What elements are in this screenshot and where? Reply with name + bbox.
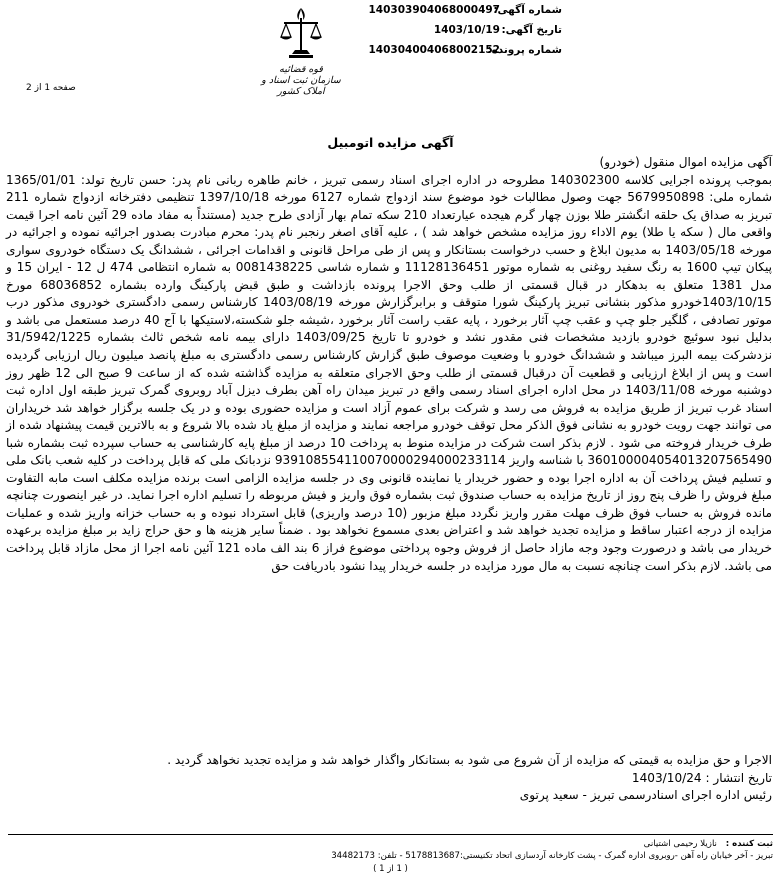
notice-date: 1403/10/19: [433, 24, 500, 36]
judiciary-emblem: [256, 4, 346, 104]
page-number: صفحه 1 از 2: [26, 83, 76, 93]
publication-date-line: [6, 770, 772, 788]
org-name-line2: سازمان ثبت اسناد و املاک کشور: [261, 75, 341, 97]
document-body: [6, 154, 772, 575]
document-title: آگهی مزایده اتومبیل: [327, 135, 454, 150]
notice-date-row: [382, 20, 562, 40]
notice-number-row: [368, 0, 562, 20]
notice-number: 140303904068000497: [368, 4, 500, 16]
org-name-line1: قوه قضائیه: [279, 64, 323, 75]
scales-of-justice-icon: [278, 4, 324, 64]
footer-page-count: ( 1 از 1 ): [373, 864, 408, 874]
footer-address: تبریز - آخر خیابان راه آهن -روبروی اداره گمرک - پشت کارخانه آردسازی اتحاد تکنیستی:5178813687 - تلفن: 34482173: [331, 851, 773, 861]
registrar-label: ثبت کننده :: [725, 839, 773, 849]
file-number-row: [368, 40, 562, 60]
notice-date-label: تاریخ آگهی:: [501, 24, 562, 36]
closing-paragraph: الاجرا و حق مزایده به قیمتی که مزایده از آن شروع می شود به بستانکار واگذار خواهد شد و مزایده تجدید نخواهد گردید .: [167, 753, 772, 767]
file-number-label: شماره پرونده:: [487, 44, 562, 56]
registrar-name: نازیلا رحیمی اشتیانی: [643, 839, 717, 849]
body-paragraph: بموجب پرونده اجرایی کلاسه 140302300 مطروحه در اداره اجرای اسناد رسمی تبریز ، خانم طاهره ربانی نام پدر: حسن تاریخ تولد: 1365/01/01 شماره ملی: 5679950898 جهت وصول مطالبات خود موضوع سند ازدواج شماره 6127 مورخه 1397/10/18 تنظیمی دفترخانه ازدواج شماره 211 تبریز به صداق یک حلقه انگشتر طلا بوزن چهار گرم هیجده عیارتعداد 210 سکه تمام بهار آزادی طرح جدید (مستنداً به مفاد ماده 29 آئین نامه اجرا قیمت واقعی مال ( سکه یا طلا) یوم الاداء روز مزایده مشخص خواهد شد ) ، علیه آقای اصغر رنجبر نام پدر: محرم مبادرت بصدور اجرائیه نموده و اجرائیه در مورخه 1403/05/18 به مدیون ابلاغ و حسب درخواست بستانکار و پس از طی مراحل قانونی و اقدامات اجرائی ، ششدانگ یک دستگاه خودروی سواری پیکان تیپ 1600 به رنگ سفید روغنی به شماره موتور 11128136451 و شماره شاسی 0081438225 به شماره انتظامی 474 ل 12 - ایران 15 و مدل 1381 متعلق به بدهکار در قبال قسمتی از طلب وحق الاجرا پرونده بازداشت و طبق قبض پارکینگ وارده بشماره 68036852 مورخ 1403/10/15خودرو مذکور بنشانی تبریز پارکینگ شورا متوقف و برابرگزارش مورخه 1403/08/19 کارشناس رسمی دادگستری خودروی مذکور درب موتور تصادفی ، گلگیر جلو چپ و عقب چپ آثار برخورد ، پایه عقب راست آثار برخورد ،شیشه جلو شکسته،لاستیکها با آج 40 درصد مستعمل می باشد و بدلیل نبود سوئیچ خودرو بازدید مشخصات فنی مقدور نشد و خودرو تا تاریخ 1403/09/25 دارای بیمه نامه شخص ثالث بشماره 31/5942/1225 نزدشرکت بیمه البرز میباشد و ششدانگ خودرو با وضعیت موصوف طبق گزارش کارشناس رسمی دادگستری به مبلغ پانصد میلیون ریال ارزیابی گردیده است و پس از ابلاغ ارزیابی و قطعیت آن درقبال قسمتی از طلب وحق الاجرای متعلقه به مزایده گذاشته شده که از ساعت 9 صبح الی 12 ظهر روز دوشنبه مورخه 1403/11/08 در محل اداره اجرای اسناد رسمی واقع در تبریز میدان راه آهن بطرف دیزل آباد روبروی گمرک تبریز طبقه اول اداره ثبت اسناد غرب تبریز از طریق مزایده به فروش می رسد و شرکت برای عموم آزاد است و مزایده حضوری بوده و در یک جلسه برگزار خواهد شد خریداران می توانند جهت رویت خودرو به نشانی فوق الذکر محل توقف خودرو مراجعه نمایند و مزایده از مبلغ یاد شده بالا شروع و به بالاترین قیمت پیشنهاد شده از طرف خریدار فروخته می شود . لازم بذکر است شرکت در مزایده منوط به پرداخت 10 درصد از مبلغ پایه کارشناسی به حساب سپرده ثبت بشماره شبا 360100004054013207565490 با شناسه واریز 939108554110070000294000233114 نزدبانک ملی که قابل پرداخت در کلیه شعب بانک ملی و تسلیم فیش پرداخت آن به اداره اجرا بوده و حضور خریدار یا نماینده قانونی وی در جلسه مزایده الزامی است برنده مزایده مکلف است مابه التفاوت مبلغ فروش را ظرف پنج روز از تاریخ مزایده به حساب صندوق ثبت بشماره فوق واریز و فیش مربوطه را تسلیم اداره اجرا نماید. در غیر اینصورت چنانچه مانده فروش به حساب فوق ظرف مهلت مقرر واریز نگردد مبلغ مزبور (10 درصد واریزی) قابل استرداد نبوده و به حساب خزانه واریز شده و عملیات مزایده از درجه اعتبار ساقط و مزایده تجدید خواهد شد و اعتراض بعدی مسموع نخواهد بود . ضمناً سایر هزینه ها و حق حراج زاید بر مبلغ مزایده برعهده خریدار می باشد و درصورت وجود وجه مازاد حاصل از فروش وجوه پرداختی موضوع فراز 6 بند الف ماده 121 آئین نامه اجرا از محل مازاد قابل پرداخت می باشد. لازم بذکر است چنانچه نسبت به مال مورد مزایده در جلسه خریدار پیدا نشود بادریافت حق: [6, 172, 773, 573]
closing-section: [6, 752, 772, 805]
signatory: رئیس اداره اجرای اسنادرسمی تبریز - سعید پرتوی: [519, 788, 772, 802]
file-number: 140304004068002152: [368, 44, 500, 56]
notice-number-label: شماره آگهی:: [493, 4, 562, 16]
notice-meta: [368, 0, 562, 60]
footer: [8, 838, 773, 875]
footer-divider: [8, 834, 773, 835]
intro-line: آگهی مزایده اموال منقول (خودرو): [599, 155, 772, 169]
publication-date-label: تاریخ انتشار :: [705, 770, 772, 785]
publication-date: 1403/10/24: [631, 770, 702, 785]
registrar-row: [8, 838, 773, 850]
